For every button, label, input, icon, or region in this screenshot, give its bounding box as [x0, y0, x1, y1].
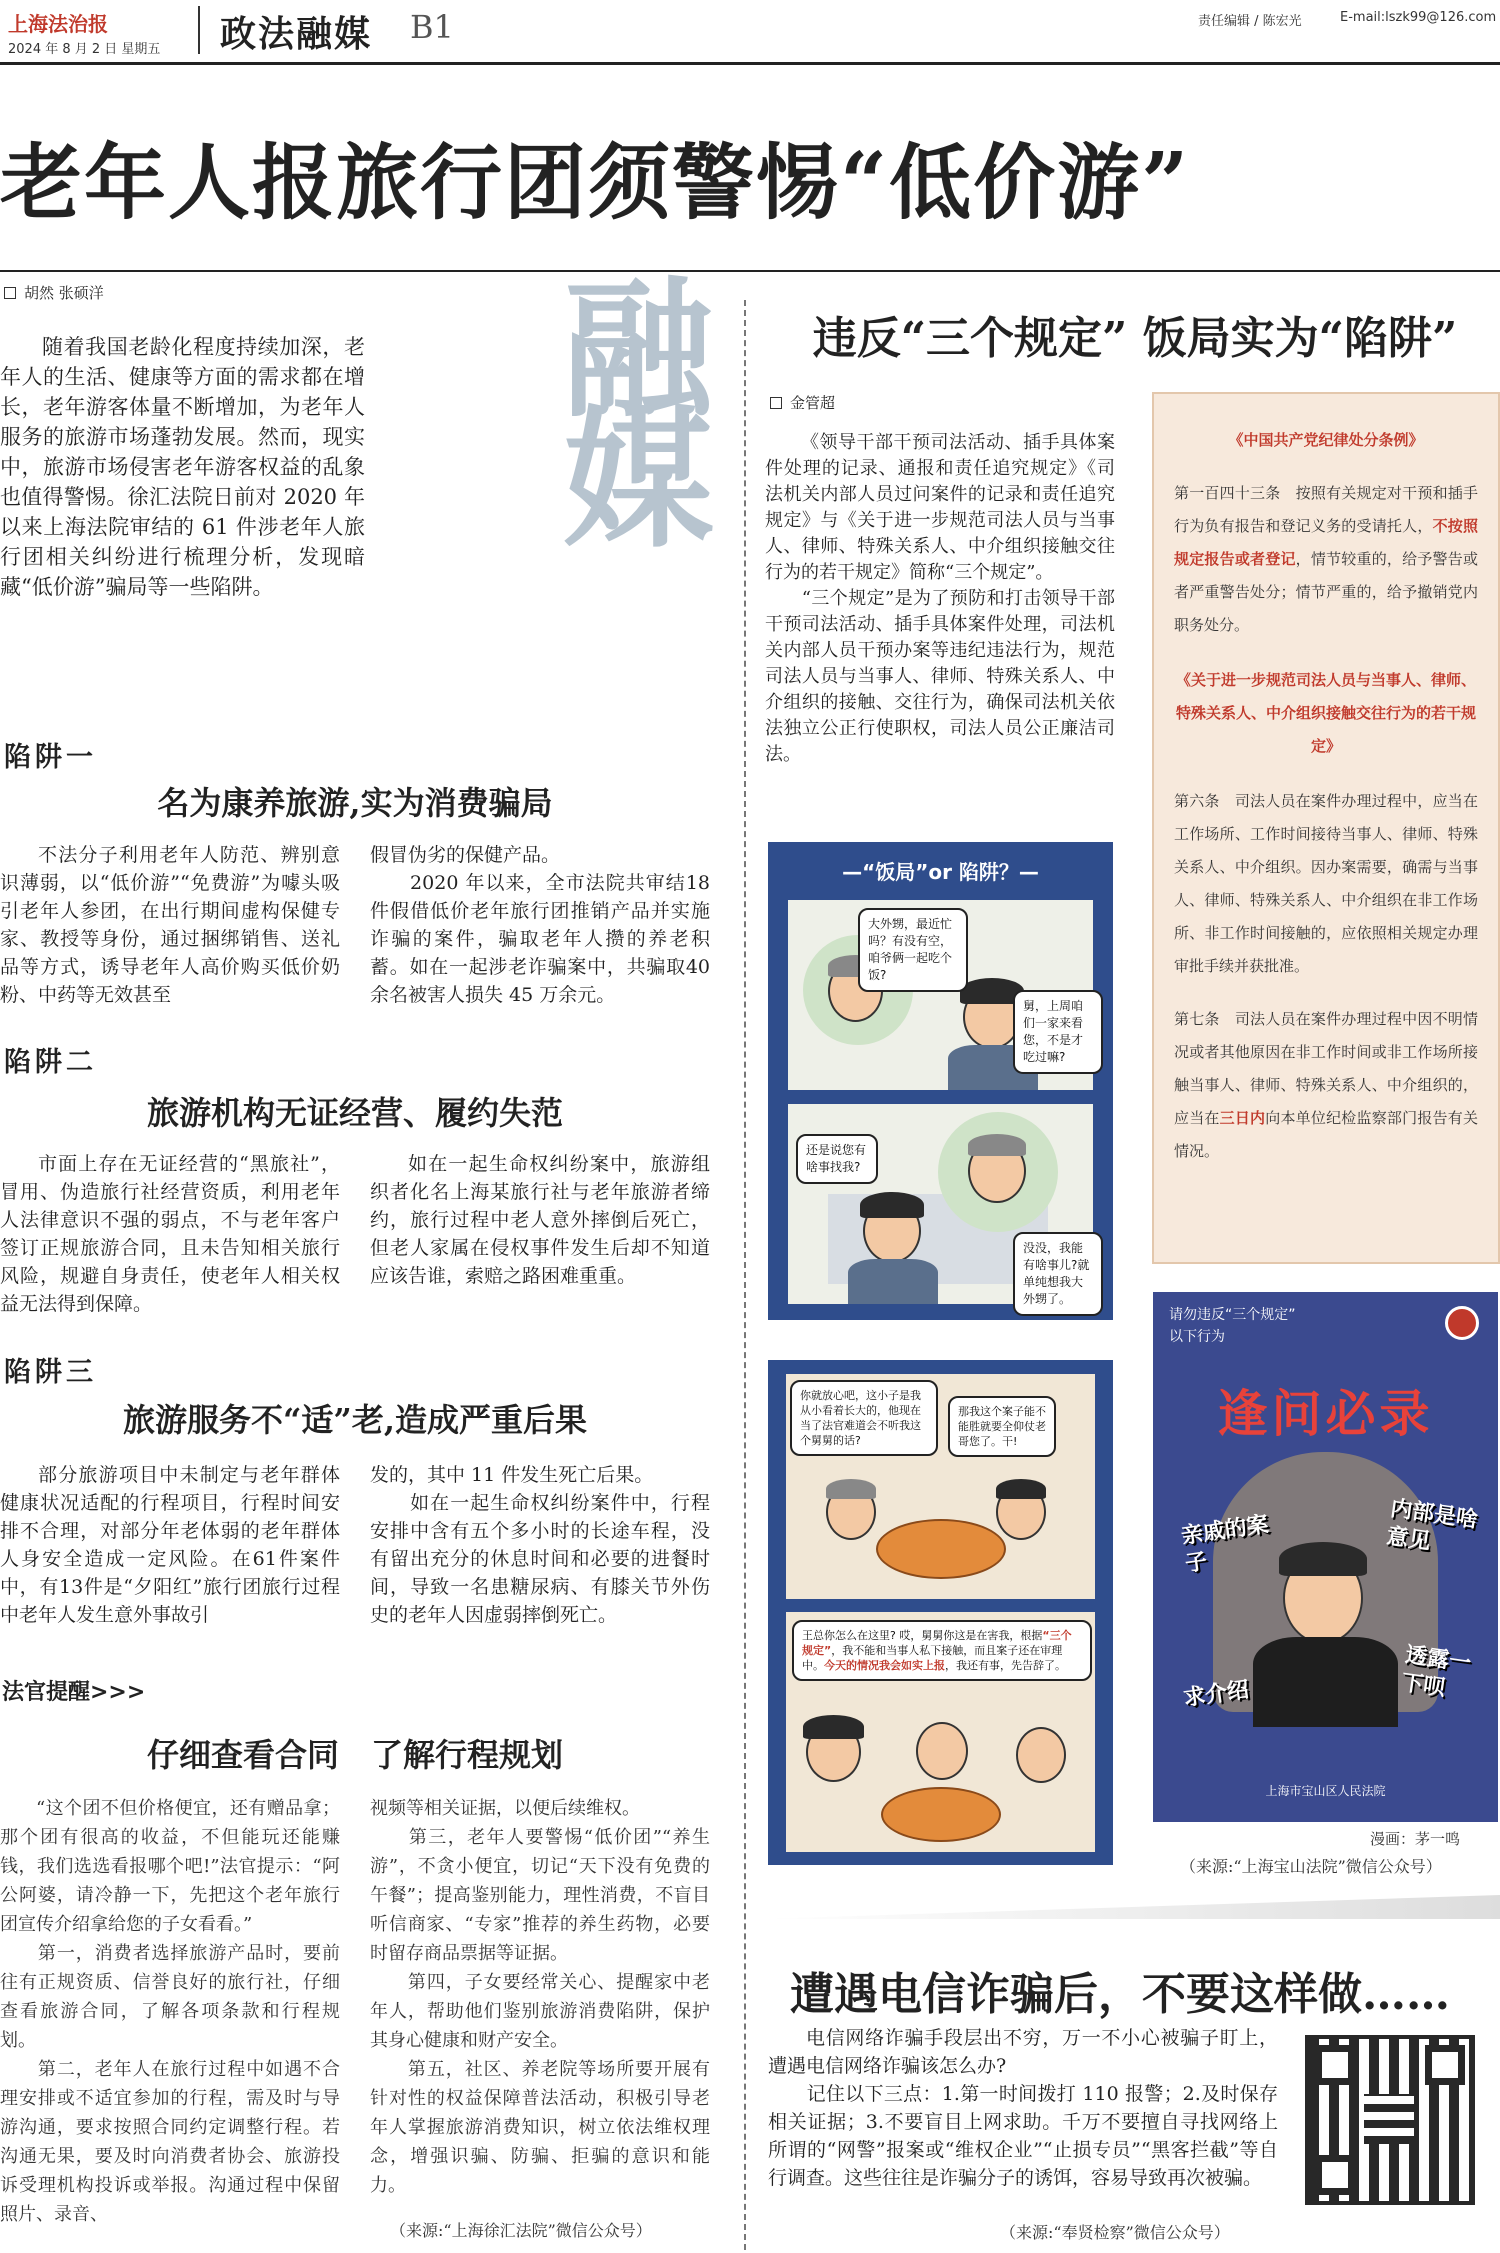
uncle-hair-icon [826, 1479, 876, 1499]
trap3-col2: 发的，其中 11 件发生死亡后果。 如在一起生命权纠纷案件中，行程安排中含有五个多小时的长途车程，没有留出充分的休息时间和必要的进餐时间，导致一名患糖尿病、有膝关节外伤史的老年人因虚弱摔倒死亡。 [370, 1464, 710, 1626]
client-face-icon [1016, 1727, 1066, 1783]
uncle-face-icon [916, 1722, 968, 1780]
reminder-label: 法官提醒>>> [2, 1680, 146, 1705]
poster-label-3: 求介绍 [1181, 1677, 1251, 1712]
byline-box-icon [4, 287, 16, 299]
court-emblem-icon [1445, 1306, 1479, 1340]
bubble-5: 你就放心吧，这小子是我从小看着长大的，他现在当了法官难道会不听我这个舅舅的话? [790, 1380, 938, 1456]
trap1-title: 名为康养旅游,实为消费骗局 [157, 784, 553, 822]
left-byline [4, 282, 104, 303]
fraud-headline: 遭遇电信诈骗后，不要这样做…… [790, 1969, 1450, 2020]
client-hair-icon [996, 1479, 1046, 1499]
reminder-source: （来源:“上海徐汇法院”微信公众号） [390, 2221, 652, 2240]
page-number: B1 [410, 8, 454, 46]
comic-credit: 漫画：茅一鸣 [1370, 1830, 1461, 1848]
trap2-col1: 市面上存在无证经营的“黑旅社”，冒用、伪造旅行社经营资质，利用老年人法律意识不强的弱点，不与老年客户签订正规旅游合同，且未告知相关旅行风险，规避自身责任，使老年人相关权益无法得到保障。 [0, 1153, 340, 1315]
trap2-label: 陷阱二 [4, 1047, 97, 1078]
poster-label-4: 透露一下呗 [1399, 1642, 1473, 1702]
bubble-7: 王总你怎么在这里? 哎，舅舅你这是在害我，根据“三个规定”，我不能和当事人私下接触，而且案子还在审理中。今天的情况我会如实上报，我还有事，先告辞了。 [792, 1620, 1092, 1681]
hotpot-icon [876, 1519, 1006, 1579]
fraud-banner-shape [762, 1895, 1500, 1919]
right-byline [770, 392, 835, 413]
masthead-divider [198, 6, 200, 54]
uncle-hair-icon [968, 1134, 1026, 1156]
trap2-title: 旅游机构无证经营、履约失范 [146, 1094, 563, 1132]
comic-panel-2 [768, 1360, 1113, 1865]
box-para-2: 第六条 司法人员在案件办理过程中，应当在工作场所、工作时间接待当事人、律师、特殊关系人、中介组织。因办案需要，确需与当事人、律师、特殊关系人、中介组织在非工作场所、非工作时间接触的，应依照相关规定办理审批手续并获批准。 [1174, 792, 1478, 975]
section-name: 政法融媒 [220, 14, 373, 55]
trap1-col1: 不法分子利用老年人防范、辨别意识薄弱，以“低价游”“免费游”为噱头吸引老年人参团，在出行期间虚构保健专家、教授等身份，通过捆绑销售、送礼品等方式，诱导老年人高价购买低价奶粉、中药等无效甚至 [0, 844, 340, 1006]
reminder-col1: “这个团不但价格便宜，还有赠品拿；那个团有很高的收益，不但能玩还能赚钱，我们选选看报哪个吧!”法官提示：“阿公阿婆，请冷静一下，先把这个老年旅行团宣传介绍拿给您的子女看看。” 第一，消费者选择旅游产品时，要前往有正规资质、信誉良好的旅行社，仔细查看旅游合同，了解各项条款和行程规划。 第二，老年人在旅行过程中如遇不合理安排或不适宜参加的行程，需及时与导游沟通，要求按照合同约定调整行程。若沟通无果，要及时向消费者协会、旅游投诉受理机构投诉或举报。沟通过程中保留照片、录音、 [0, 1798, 340, 2225]
right-body: 《领导干部干预司法活动、插手具体案件处理的记录、通报和责任追究规定》《司法机关内部人员过问案件的记录和责任追究规定》与《关于进一步规范司法人员与当事人、律师、特殊关系人、中介组织接触交往行为的若干规定》简称“三个规定”。 “三个规定”是为了预防和打击领导干部干预司法活动、插手具体案件处理，司法机关内部人员干预办案等违纪违法行为，规范司法人员与当事人、律师、特殊关系人、中介组织的接触、交往行为，确保司法机关依法独立公正行使职权，司法人员公正廉洁司法。 [765, 432, 1115, 765]
headline-rule [0, 270, 1500, 272]
poster-label-1: 亲戚的案子 [1179, 1512, 1271, 1578]
qr-code-icon [1305, 2035, 1475, 2205]
poster-label-2: 内部是啥意见 [1384, 1496, 1480, 1555]
fraud-body: 电信网络诈骗手段层出不穷，万一不小心被骗子盯上，遭遇电信网络诈骗该怎么办? 记住以下三点：1.第一时间拨打 110 报警；2.及时保存相关证据；3.不要盲目上网求助。千万不要擅自寻找网络上所谓的“网警”报案或“维权企业”“止损专员”“黑客拦截”等自行调查。这些往往是诈骗分子的诱饵，容易导致再次被骗。 [768, 2027, 1278, 2189]
bubble-1: 大外甥，最近忙吗？有没有空，咱爷俩一起吃个饭? [858, 908, 968, 992]
lead-paragraph: 随着我国老龄化程度持续加深，老年人的生活、健康等方面的需求都在增长，老年游客体量不断增加，为老年人服务的旅游市场蓬勃发展。然而，现实中，旅游市场侵害老年游客权益的乱象也值得警惕。徐汇法院日前对 2020 年以来上海法院审结的 61 件涉老年人旅行团相关纠纷进行梳理分析，发现暗藏“低价游”骗局等一些陷阱。 [0, 335, 365, 599]
masthead [0, 0, 1500, 62]
main-headline: 老年人报旅行团须警惕“低价游” [0, 135, 1191, 231]
reminder-title: 仔细查看合同 了解行程规划 [146, 1736, 563, 1774]
judge-robe-icon [1253, 1637, 1398, 1727]
trap1-label: 陷阱一 [4, 742, 97, 773]
bubble-3: 还是说您有啥事找我? [796, 1134, 878, 1184]
right-headline: 违反“三个规定” 饭局实为“陷阱” [812, 313, 1458, 364]
column-divider [744, 300, 746, 2250]
box-para-3: 第七条 司法人员在案件办理过程中因不明情况或者其他原因在非工作时间或非工作场所接触当事人、律师、特殊关系人、中介组织的，应当在三日内向本单位纪检监察部门报告有关情况。 [1174, 1010, 1478, 1160]
issue-date: 2024 年 8 月 2 日 星期五 [8, 42, 161, 57]
right-source: （来源:“上海宝山法院”微信公众号） [1180, 1857, 1442, 1876]
comic-title: —“饭局”or 陷阱？— [842, 860, 1039, 884]
deco-characters: 融媒 [537, 270, 713, 530]
box-title-1: 《中国共产党纪律处分条例》 [1228, 431, 1424, 449]
poster [1153, 1292, 1498, 1822]
regulation-box [1152, 392, 1500, 1264]
trap3-label: 陷阱三 [4, 1357, 97, 1388]
hotpot-icon [881, 1787, 1001, 1842]
bubble-4: 没没，我能有啥事儿?就单纯想我大外甥了。 [1013, 1232, 1103, 1316]
box-title-2: 《关于进一步规范司法人员与当事人、律师、特殊关系人、中介组织接触交往行为的若干规定》 [1175, 671, 1476, 755]
byline-box-icon [770, 397, 782, 409]
fraud-source: （来源:“奉贤检察”微信公众号） [1000, 2223, 1230, 2242]
email: E-mail:lszk99@126.com [1340, 10, 1497, 25]
poster-title: 逢问必录 [1217, 1385, 1434, 1443]
nephew-hair-icon [803, 1715, 864, 1739]
byline-names: 胡然 张硕洋 [24, 284, 104, 302]
bubble-6: 那我这个案子能不能胜就要全仰仗老哥您了。干! [948, 1396, 1056, 1457]
editor: 责任编辑 / 陈宏光 [1198, 14, 1302, 29]
trap3-title: 旅游服务不“适”老,造成严重后果 [123, 1401, 587, 1439]
paper-logo: 上海法治报 [8, 12, 108, 36]
poster-court: 上海市宝山区人民法院 [1265, 1784, 1386, 1798]
reminder-col2: 视频等相关证据，以便后续维权。 第三，老年人要警惕“低价团”“养生游”，不贪小便宜，切记“天下没有免费的午餐”；提高鉴别能力，理性消费，不盲目听信商家、“专家”推荐的养生药物，必要时留存商品票据等证据。 第四，子女要经常关心、提醒家中老年人，帮助他们鉴别旅游消费陷阱，保护其身心健康和财产安全。 第五，社区、养老院等场所要开展有针对性的权益保障普法活动，积极引导老年人掌握旅游消费知识，树立依法维权理念，增强识骗、防骗、拒骗的意识和能力。 [370, 1798, 710, 2196]
comic-panel-1 [768, 842, 1113, 1320]
judge-hair-icon [1279, 1542, 1367, 1576]
trap3-col1: 部分旅游项目中未制定与老年群体健康状况适配的行程项目，行程时间安排不合理，对部分年老体弱的老年群体人身安全造成一定风险。在61件案件中，有13件是“夕阳红”旅行团旅行过程中老年人发生意外事故引 [0, 1464, 340, 1626]
box-para-1: 第一百四十三条 按照有关规定对干预和插手行为负有报告和登记义务的受请托人，不按照规定报告或者登记，情节较重的，给予警告或者严重警告处分；情节严重的，给予撤销党内职务处分。 [1174, 484, 1478, 634]
trap2-col2: 如在一起生命权纠纷案中，旅游组织者化名上海某旅行社与老年旅游者缔约，旅行过程中老人意外摔倒后死亡，但老人家属在侵权事件发生后却不知道应该告谁，索赔之路困难重重。 [370, 1153, 710, 1287]
nephew-hair-icon [860, 1192, 924, 1218]
bubble-2: 舅，上周咱们一家来看您，不是才吃过嘛? [1013, 990, 1103, 1074]
right-byline-name: 金管超 [790, 394, 836, 412]
trap1-col2: 假冒伪劣的保健产品。 2020 年以来，全市法院共审结18件假借低价老年旅行团推销产品并实施诈骗的案件，骗取老年人攒的养老积蓄。如在一起涉老诈骗案中，共骗取40余名被害人损失 45 万余元。 [370, 844, 710, 1006]
nephew-body-icon [848, 1259, 938, 1304]
masthead-rule [0, 62, 1500, 65]
poster-top-text: 请勿违反“三个规定” 以下行为 [1169, 1307, 1296, 1345]
